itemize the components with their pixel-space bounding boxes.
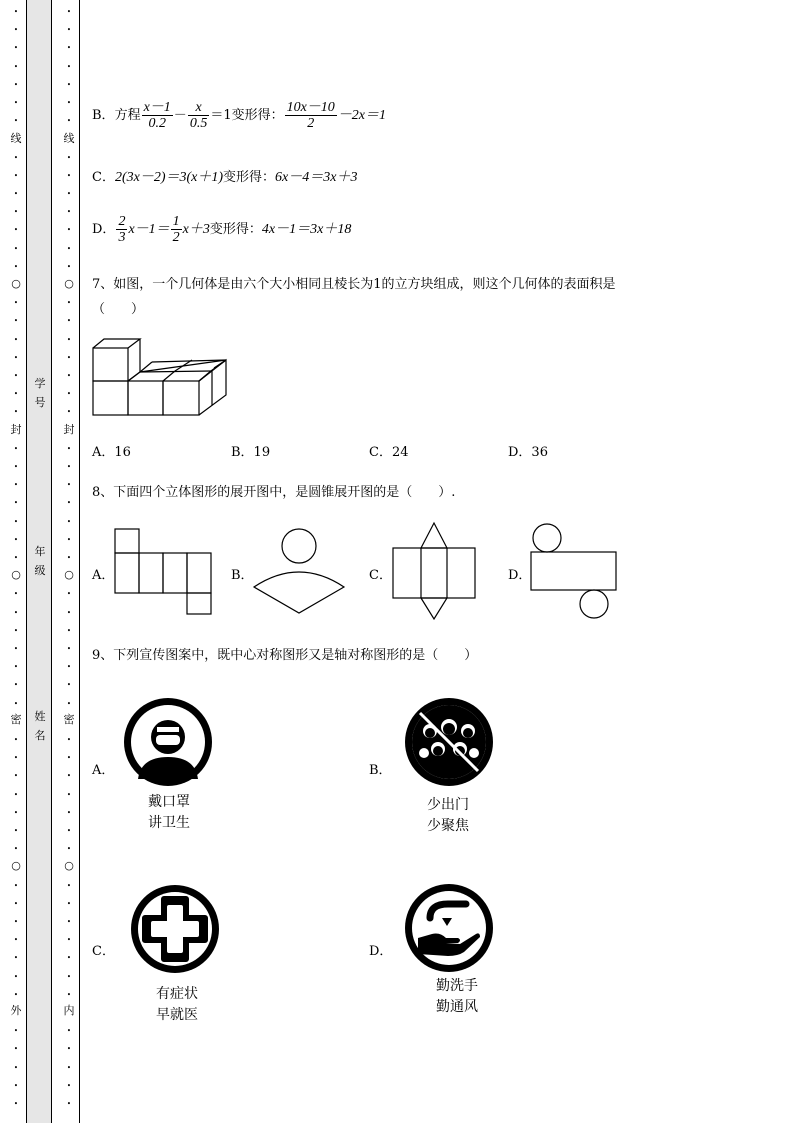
binding-dot: •: [66, 44, 72, 53]
binding-dot: •: [13, 808, 19, 817]
binding-dot: •: [66, 1081, 72, 1090]
fraction: $\frac{1}{2}$: [172, 214, 180, 245]
binding-dot: •: [13, 208, 19, 217]
binding-dot: •: [13, 645, 19, 653]
outer-mark: 封: [10, 423, 22, 436]
q9-caption-c: 有症状 早就医: [156, 986, 198, 1023]
binding-dot: •: [66, 299, 72, 308]
q8-option-b-label[interactable]: B．: [231, 568, 254, 583]
outer-mark: ○: [11, 568, 21, 581]
binding-dot: •: [66, 954, 72, 963]
outer-mark: ○: [11, 277, 21, 290]
q7-option-b[interactable]: B．19: [231, 445, 271, 460]
no-crowd-icon: [400, 697, 500, 789]
binding-dot: •: [13, 153, 19, 162]
binding-dot: •: [66, 390, 72, 399]
binding-dot: •: [13, 1081, 19, 1090]
binding-dot: •: [13, 335, 19, 344]
binding-dot: •: [66, 317, 72, 326]
binding-dot: •: [13, 608, 19, 617]
binding-dot: •: [66, 80, 72, 89]
binding-dot: •: [13, 754, 19, 763]
binding-dot: •: [13, 845, 19, 854]
binding-dot: •: [13, 663, 19, 672]
medical-cross-icon: [126, 883, 226, 975]
q9-option-c-label[interactable]: C．: [92, 944, 115, 959]
binding-dot: •: [66, 372, 72, 380]
binding-dot: •: [66, 481, 72, 490]
inner-mark: ○: [64, 859, 74, 872]
binding-dot: •: [66, 1045, 72, 1054]
q6-option-c: C．2(3x－2)＝3(x＋1)变形得：6x－4＝3x＋3: [92, 170, 358, 185]
outer-dot-column: [10, 0, 22, 1123]
q9-option-d-label[interactable]: D．: [369, 944, 393, 959]
binding-dot: •: [13, 1045, 19, 1054]
binding-dot: •: [13, 554, 19, 562]
binding-dot: •: [13, 353, 19, 362]
binding-dot: •: [66, 827, 72, 835]
binding-dot: •: [13, 171, 19, 180]
q7-option-c[interactable]: C．24: [369, 445, 409, 460]
binding-dot: •: [13, 790, 19, 799]
binding-dot: •: [66, 972, 72, 981]
q7-text: 7、如图，一个几何体是由六个大小相同且棱长为1的立方块组成，则这个几何体的表面积是: [92, 277, 616, 292]
binding-dot: •: [66, 408, 72, 417]
binding-line: [79, 0, 80, 1123]
binding-dot: •: [66, 244, 72, 253]
binding-dot: •: [13, 390, 19, 399]
binding-dot: •: [66, 208, 72, 217]
fraction: $\frac{x}{0.5}$: [189, 100, 208, 131]
binding-dot: •: [66, 881, 72, 890]
q8-text: 8、下面四个立体图形的展开图中，是圆锥展开图的是（ ）.: [92, 485, 456, 500]
binding-dot: •: [66, 99, 72, 107]
binding-dot: •: [66, 681, 72, 690]
binding-dot: •: [13, 881, 19, 890]
q9-text: 9、下列宣传图案中，既中心对称图形又是轴对称图形的是（ ）: [92, 648, 478, 663]
binding-dot: •: [13, 444, 19, 453]
binding-dot: •: [66, 699, 72, 708]
binding-dot: •: [66, 936, 72, 945]
q8-option-c-label[interactable]: C．: [369, 568, 392, 583]
binding-dot: •: [66, 645, 72, 653]
binding-dot: •: [66, 663, 72, 672]
q8-cube-net: [114, 528, 214, 616]
binding-dot: •: [66, 8, 72, 16]
q9-option-b-label[interactable]: B．: [369, 763, 392, 778]
binding-dot: •: [13, 499, 19, 508]
binding-dot: •: [13, 954, 19, 963]
binding-dot: •: [13, 117, 19, 126]
binding-dot: •: [13, 899, 19, 908]
binding-dot: •: [13, 262, 19, 271]
binding-dot: •: [66, 335, 72, 344]
outer-mark: 线: [10, 132, 22, 145]
binding-dot: •: [13, 62, 19, 71]
binding-dot: •: [66, 62, 72, 71]
inner-dot-column: [63, 0, 75, 1123]
binding-dot: •: [66, 554, 72, 562]
binding-dot: •: [13, 681, 19, 690]
binding-dot: •: [66, 608, 72, 617]
binding-dot: •: [66, 26, 72, 35]
mask-person-icon: [119, 697, 219, 789]
binding-dot: •: [66, 517, 72, 526]
binding-dot: •: [66, 444, 72, 453]
binding-dot: •: [66, 262, 72, 271]
binding-dot: •: [66, 171, 72, 180]
binding-dot: •: [66, 918, 72, 926]
binding-dot: •: [13, 8, 19, 16]
binding-dot: •: [13, 590, 19, 599]
binding-dot: •: [13, 1063, 19, 1072]
q9-caption-a: 戴口罩 讲卫生: [148, 794, 190, 831]
binding-dot: •: [66, 808, 72, 817]
q7-text-paren: （ ）: [92, 302, 145, 317]
inner-mark: ○: [64, 568, 74, 581]
q7-option-a[interactable]: A．16: [92, 445, 131, 460]
binding-dot: •: [13, 481, 19, 490]
binding-dot: •: [13, 226, 19, 235]
outer-mark: 密: [10, 713, 22, 726]
binding-dot: •: [66, 117, 72, 126]
q8-cone-net: [254, 527, 346, 617]
binding-dot: •: [13, 918, 19, 926]
binding-dot: •: [13, 299, 19, 308]
binding-dot: •: [66, 190, 72, 198]
q9-option-a-label[interactable]: A．: [92, 763, 115, 778]
binding-dot: •: [13, 244, 19, 253]
binding-dot: •: [13, 190, 19, 198]
binding-dot: •: [13, 626, 19, 635]
binding-dot: •: [66, 153, 72, 162]
binding-dot: •: [13, 772, 19, 781]
q6-option-b: B．方程 $\frac{x-1}{0.2}$ － $\frac{x}{0.5}$ ＝1变形得： $\frac{10x-10}{2}$ －2x＝1: [92, 100, 387, 131]
binding-dot: •: [13, 1100, 19, 1108]
binding-dot: •: [13, 44, 19, 53]
outer-mark: 外: [10, 1004, 22, 1017]
binding-dot: •: [13, 463, 19, 471]
hand-wash-icon: [400, 882, 500, 974]
binding-dot: •: [66, 1100, 72, 1108]
inner-mark: 线: [63, 132, 75, 145]
binding-dot: •: [13, 990, 19, 999]
q7-cube-figure: [92, 338, 232, 418]
inner-mark: 密: [63, 713, 75, 726]
binding-dot: •: [13, 517, 19, 526]
binding-dot: •: [13, 827, 19, 835]
outer-mark: ○: [11, 859, 21, 872]
binding-dot: •: [13, 80, 19, 89]
inner-mark: 内: [63, 1004, 75, 1017]
binding-dot: •: [13, 26, 19, 35]
binding-dot: •: [13, 535, 19, 544]
binding-dot: •: [66, 499, 72, 508]
binding-dot: •: [66, 772, 72, 781]
binding-dot: •: [66, 353, 72, 362]
q8-prism-net: [392, 522, 478, 620]
grade-label: 年级: [34, 545, 46, 577]
inner-mark: 封: [63, 423, 75, 436]
q9-caption-b: 少出门 少聚焦: [427, 797, 469, 834]
q8-option-d-label[interactable]: D．: [508, 568, 532, 583]
binding-dot: •: [66, 1027, 72, 1036]
binding-dot: •: [13, 736, 19, 744]
q6-option-d: D． $\frac{2}{3}$ x－1＝ $\frac{1}{2}$ x＋3变形得：4x－1＝3x＋18: [92, 214, 352, 245]
binding-dot: •: [66, 1063, 72, 1072]
fraction: $\frac{x-1}{0.2}$: [143, 100, 171, 131]
binding-dot: •: [66, 790, 72, 799]
binding-dot: •: [13, 936, 19, 945]
binding-dot: •: [66, 754, 72, 763]
binding-dot: •: [13, 372, 19, 380]
q9-caption-d: 勤洗手 勤通风: [436, 978, 478, 1015]
fraction: $\frac{10x-10}{2}$: [286, 100, 335, 131]
binding-dot: •: [66, 590, 72, 599]
binding-dot: •: [13, 699, 19, 708]
q7-option-d[interactable]: D．36: [508, 445, 548, 460]
binding-dot: •: [66, 990, 72, 999]
student-id-label: 学号: [34, 377, 46, 409]
binding-dot: •: [66, 899, 72, 908]
binding-dot: •: [66, 845, 72, 854]
inner-mark: ○: [64, 277, 74, 290]
name-label: 姓名: [34, 710, 46, 742]
q8-cylinder-net: [530, 522, 618, 620]
binding-dot: •: [13, 99, 19, 107]
binding-dot: •: [13, 408, 19, 417]
binding-dot: •: [66, 626, 72, 635]
binding-dot: •: [13, 1027, 19, 1036]
binding-dot: •: [66, 736, 72, 744]
binding-dot: •: [66, 535, 72, 544]
fraction: $\frac{2}{3}$: [118, 214, 126, 245]
binding-dot: •: [66, 226, 72, 235]
q8-option-a-label[interactable]: A．: [92, 568, 115, 583]
binding-dot: •: [66, 463, 72, 471]
binding-dot: •: [13, 972, 19, 981]
binding-dot: •: [13, 317, 19, 326]
